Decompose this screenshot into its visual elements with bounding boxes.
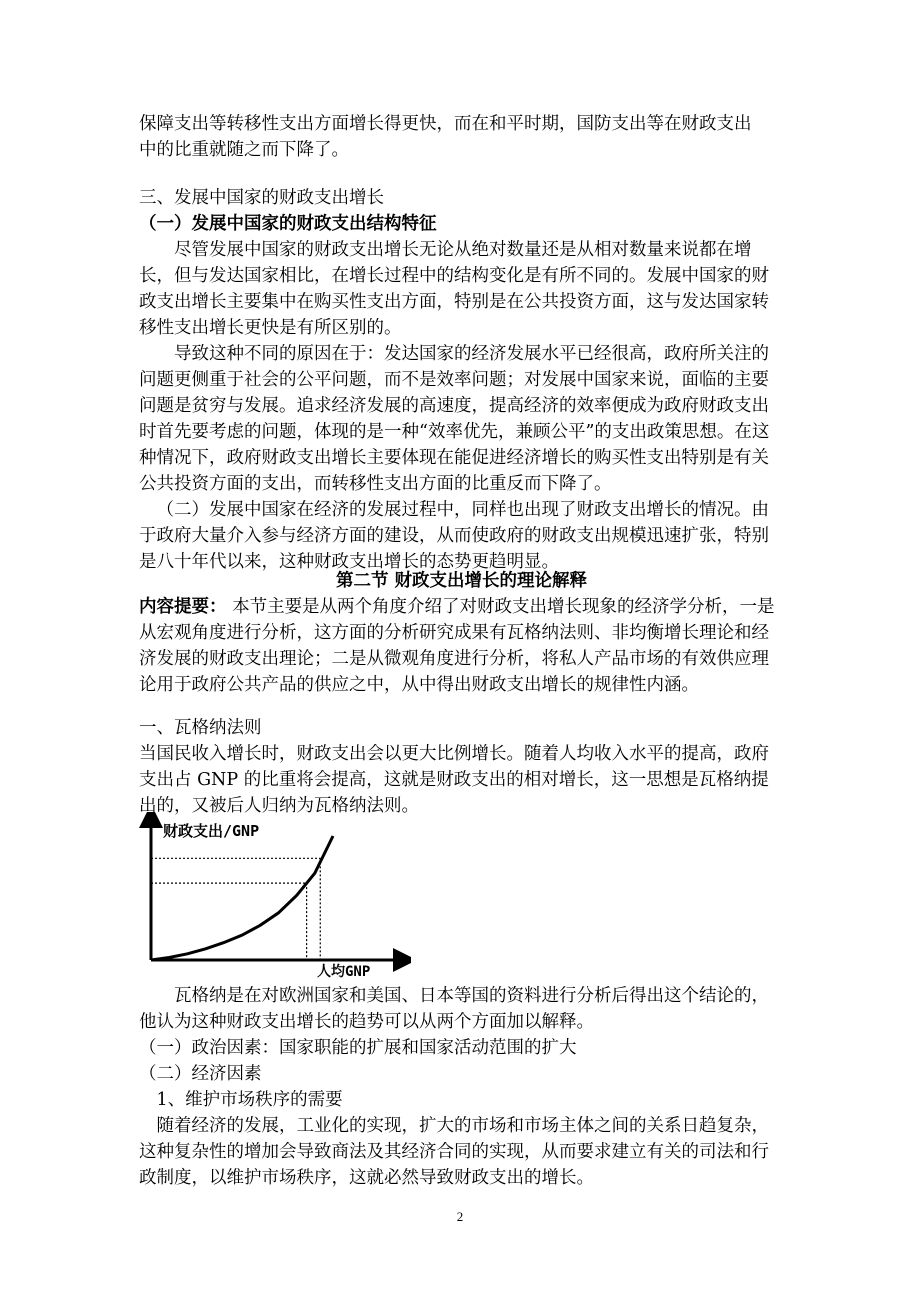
reference-lines bbox=[151, 858, 320, 960]
wagner-explanation bbox=[139, 983, 784, 1191]
section3-title: 三、发展中国家的财政支出增长 bbox=[139, 188, 384, 208]
paragraph-development: （二）发展中国家在经济的发展过程中，同样也出现了财政支出增长的情况。由于政府大量介入参与经济方面的建设，从而使政府的财政支出规模迅速扩张，特别是八十年代以来，这种财政支出增长的态势更趋明显。 bbox=[139, 500, 769, 572]
paragraph-reasons: 导致这种不同的原因在于：发达国家的经济发展水平已经很高，政府所关注的问题更侧重于社会的公平问题，而不是效率问题；对发展中国家来说，面临的主要问题是贫穷与发展。追求经济发展的高速度，提高经济的效率便成为政府财政支出时首先要考虑的问题，体现的是一种“效率优先，兼顾公平”的支出政策思想。在这种情况下，政府财政支出增长主要体现在能促进经济增长的购买性支出特别是有关公共投资方面的支出，而转移性支出方面的比重反而下降了。 bbox=[139, 344, 770, 494]
wagner-chart bbox=[139, 812, 411, 978]
section-heading: 第二节 财政支出增长的理论解释 bbox=[335, 571, 588, 591]
factor-political: （一）政治因素：国家职能的扩展和国家活动范围的扩大 bbox=[139, 1038, 577, 1058]
section-two-block bbox=[139, 568, 784, 698]
factor-economic-item-1: 1、维护市场秩序的需要 bbox=[156, 1090, 343, 1110]
intro-line-1: 保障支出等转移性支出方面增长得更快，而在和平时期，国防支出等在财政支出 bbox=[139, 114, 752, 134]
summary-label: 内容提要： bbox=[139, 597, 227, 617]
page-number: 2 bbox=[456, 1209, 464, 1224]
summary-paragraph bbox=[139, 594, 784, 698]
summary-text: 本节主要是从两个角度介绍了对财政支出增长现象的经济学分析，一是从宏观角度进行分析，这方面的分析研究成果有瓦格纳法则、非均衡增长理论和经济发展的财政支出理论；二是从微观角度进行分析，将私人产品市场的有效供应理论用于政府公共产品的供应之中，从中得出财政支出增长的规律性内涵。 bbox=[139, 597, 775, 695]
wagner-curve bbox=[151, 836, 333, 960]
wagner-title: 一、瓦格纳法则 bbox=[139, 718, 262, 738]
section3-subtitle-1: （一）发展中国家的财政支出结构特征 bbox=[139, 214, 437, 234]
wagner-block bbox=[139, 715, 784, 819]
paragraph-wagner-conclusion: 瓦格纳是在对欧洲国家和美国、日本等国的资料进行分析后得出这个结论的，他认为这种财政支出增长的趋势可以从两个方面加以解释。 bbox=[139, 986, 769, 1032]
section-three bbox=[139, 185, 784, 575]
x-axis-label: 人均GNP bbox=[317, 964, 371, 978]
wagner-text: 当国民收入增长时，财政支出会以更大比例增长。随着人均收入水平的提高，政府支出占 GNP 的比重将会提高，这就是财政支出的相对增长，这一思想是瓦格纳提出的，又被后人归纳为瓦格纳法则。 bbox=[139, 744, 769, 816]
factor-economic: （二）经济因素 bbox=[139, 1064, 262, 1084]
intro-line-2: 中的比重就随之而下降了。 bbox=[139, 140, 349, 160]
paragraph-market-order: 随着经济的发展，工业化的实现，扩大的市场和市场主体之间的关系日趋复杂，这种复杂性的增加会导致商法及其经济合同的实现，从而要求建立有关的司法和行政制度，以维护市场秩序，这就必然导致财政支出的增长。 bbox=[139, 1116, 769, 1188]
paragraph-structure: 尽管发展中国家的财政支出增长无论从绝对数量还是从相对数量来说都在增长，但与发达国家相比，在增长过程中的结构变化是有所不同的。发展中国家的财政支出增长主要集中在购买性支出方面，特别是在公共投资方面，这与发达国家转移性支出增长更快是有所区别的。 bbox=[139, 240, 769, 338]
intro-paragraph bbox=[139, 111, 784, 163]
y-axis-label: 财政支出/GNP bbox=[163, 822, 260, 840]
